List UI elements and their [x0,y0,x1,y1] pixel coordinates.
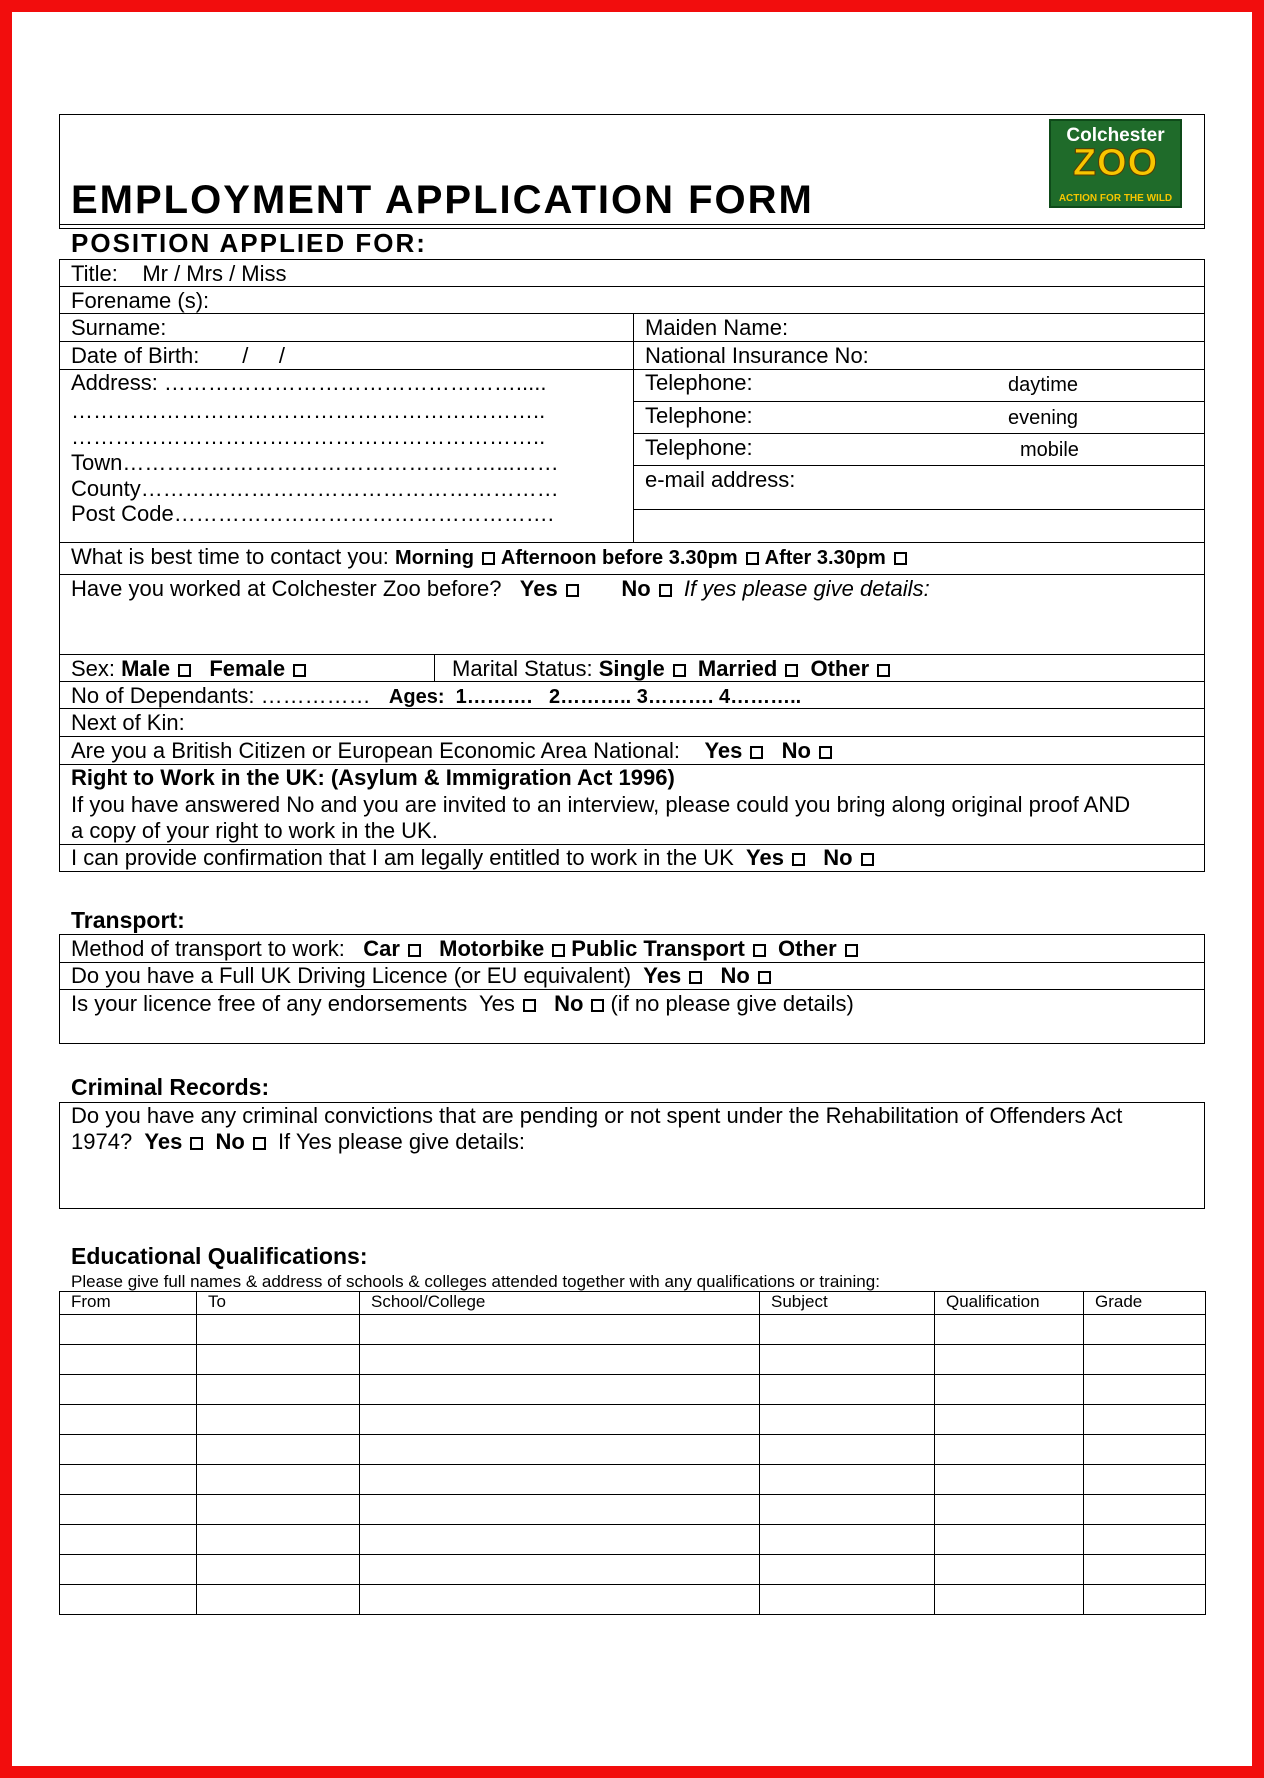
after-330-checkbox[interactable] [894,552,907,565]
position-applied-label: POSITION APPLIED FOR: [71,228,427,258]
criminal-no-checkbox[interactable] [253,1137,266,1150]
table-cell[interactable] [1084,1495,1206,1525]
criminal-records-heading: Criminal Records: [71,1074,270,1100]
table-cell[interactable] [60,1435,197,1465]
citizen-row: Are you a British Citizen or European Economic Area National: Yes No [71,738,838,764]
telephone-daytime-label: Telephone: [645,370,753,395]
table-cell[interactable] [197,1465,360,1495]
table-row [60,1345,1206,1375]
table-cell[interactable] [935,1555,1084,1585]
table-cell[interactable] [1084,1375,1206,1405]
table-row [60,1525,1206,1555]
right-to-work-heading: Right to Work in the UK: (Asylum & Immigration Act 1996) [71,765,675,790]
table-cell[interactable] [60,1375,197,1405]
table-cell[interactable] [760,1525,935,1555]
table-cell[interactable] [197,1585,360,1615]
education-header-row [60,1292,1206,1315]
table-cell[interactable] [1084,1435,1206,1465]
table-cell[interactable] [1084,1585,1206,1615]
table-cell[interactable] [60,1495,197,1525]
table-cell[interactable] [360,1495,760,1525]
transport-heading: Transport: [71,907,185,933]
title-label: Title: Mr / Mrs / Miss [71,261,287,286]
table-cell[interactable] [935,1495,1084,1525]
table-cell[interactable] [935,1405,1084,1435]
table-cell[interactable] [360,1555,760,1585]
male-checkbox[interactable] [178,664,191,677]
next-of-kin-field[interactable]: Next of Kin: [71,710,185,735]
table-cell[interactable] [1084,1525,1206,1555]
forename-field[interactable]: Forename (s): [71,288,210,313]
telephone-mobile-label: Telephone: [645,435,753,460]
married-checkbox[interactable] [785,664,798,677]
table-cell[interactable] [197,1495,360,1525]
table-cell[interactable] [360,1345,760,1375]
surname-field[interactable]: Surname: [71,315,167,340]
single-checkbox[interactable] [673,664,686,677]
citizen-yes-checkbox[interactable] [750,746,763,759]
criminal-yes-checkbox[interactable] [190,1137,203,1150]
table-row [60,1405,1206,1435]
table-row [60,1435,1206,1465]
table-cell[interactable] [197,1345,360,1375]
endorse-no-checkbox[interactable] [591,999,604,1012]
dob-field[interactable]: Date of Birth: / / [71,343,285,368]
right-to-work-text-2: a copy of your right to work in the UK. [71,818,438,843]
county-field[interactable]: County………………………………………………… [71,476,559,501]
table-cell[interactable] [60,1525,197,1555]
motorbike-checkbox[interactable] [552,944,565,957]
table-cell[interactable] [197,1435,360,1465]
table-cell[interactable] [935,1525,1084,1555]
worked-yes-checkbox[interactable] [566,584,579,597]
endorse-yes-checkbox[interactable] [523,999,536,1012]
contact-time-row: What is best time to contact you: Morning Afternoon before 3.30pm After 3.30pm [71,544,913,571]
right-to-work-confirm-row: I can provide confirmation that I am legally entitled to work in the UK Yes No [71,845,880,871]
table-row [60,1465,1206,1495]
table-cell[interactable] [1084,1555,1206,1585]
form-title: EMPLOYMENT APPLICATION FORM [71,178,814,222]
education-instructions: Please give full names & address of schools & colleges attended together with any qualifications or training: [71,1272,880,1291]
table-cell[interactable] [760,1465,935,1495]
table-cell[interactable] [360,1315,760,1345]
table-cell[interactable] [360,1525,760,1555]
colchester-zoo-logo: Colchester ZOO ACTION FOR THE WILD [1049,119,1182,208]
table-cell[interactable] [60,1465,197,1495]
address-line-1[interactable]: Address: …………………………………………..... [71,370,547,395]
licence-yes-checkbox[interactable] [689,971,702,984]
col-from: From [60,1292,197,1315]
criminal-row-2: 1974? Yes No If Yes please give details: [71,1129,525,1154]
table-cell[interactable] [935,1435,1084,1465]
telephone-evening-label: Telephone: [645,403,753,428]
worked-before-row: Have you worked at Colchester Zoo before? Yes No If yes please give details: [71,576,930,601]
table-cell[interactable] [935,1345,1084,1375]
address-line-3[interactable]: ……………………………………………………….. [71,424,546,449]
table-cell[interactable] [197,1315,360,1345]
table-cell[interactable] [760,1345,935,1375]
email-field[interactable]: e-mail address: [645,467,796,492]
table-cell[interactable] [60,1315,197,1345]
licence-no-checkbox[interactable] [758,971,771,984]
table-row [60,1555,1206,1585]
table-row [60,1495,1206,1525]
table-cell[interactable] [60,1405,197,1435]
public-transport-checkbox[interactable] [753,944,766,957]
table-cell[interactable] [760,1375,935,1405]
table-cell[interactable] [60,1345,197,1375]
table-row [60,1585,1206,1615]
daytime-label: daytime [1008,374,1079,396]
table-cell[interactable] [1084,1405,1206,1435]
table-cell[interactable] [760,1555,935,1585]
table-row [60,1315,1206,1345]
afternoon-checkbox[interactable] [746,552,759,565]
address-line-2[interactable]: ……………………………………………………….. [71,398,546,423]
table-cell[interactable] [360,1405,760,1435]
licence-row: Do you have a Full UK Driving Licence (or EU equivalent) Yes No [71,963,777,989]
education-table [59,1291,1206,1615]
worked-no-checkbox[interactable] [659,584,672,597]
other-marital-checkbox[interactable] [877,664,890,677]
table-cell[interactable] [360,1375,760,1405]
table-cell[interactable] [935,1585,1084,1615]
ni-number-field[interactable]: National Insurance No: [645,343,869,368]
transport-method-row: Method of transport to work: Car Motorbike Public Transport Other [71,936,864,962]
col-to: To [197,1292,360,1315]
morning-checkbox[interactable] [482,552,495,565]
table-cell[interactable] [1084,1315,1206,1345]
education-heading: Educational Qualifications: [71,1243,368,1269]
mobile-label: mobile [1020,439,1079,461]
col-subject: Subject [760,1292,935,1315]
maiden-name-field[interactable]: Maiden Name: [645,315,789,340]
table-cell[interactable] [1084,1345,1206,1375]
table-cell[interactable] [197,1405,360,1435]
female-checkbox[interactable] [293,664,306,677]
table-cell[interactable] [1084,1465,1206,1495]
criminal-text-1: Do you have any criminal convictions that are pending or not spent under the Rehabilitation of Offenders Act [71,1103,1123,1128]
title-options[interactable]: Mr / Mrs / Miss [142,261,287,286]
table-cell[interactable] [197,1555,360,1585]
table-cell[interactable] [360,1585,760,1615]
table-cell[interactable] [360,1465,760,1495]
table-cell[interactable] [935,1465,1084,1495]
col-qualification: Qualification [935,1292,1084,1315]
table-cell[interactable] [60,1585,197,1615]
citizen-no-checkbox[interactable] [819,746,832,759]
sex-row: Sex: Male Female [71,656,312,682]
rtw-no-checkbox[interactable] [861,853,874,866]
table-cell[interactable] [760,1495,935,1525]
car-checkbox[interactable] [408,944,421,957]
table-cell[interactable] [360,1435,760,1465]
marital-status-row: Marital Status: Single Married Other [452,656,896,682]
dependants-row[interactable]: No of Dependants: …………… Ages: 1………. 2……….. 3………. 4……….. [71,683,802,708]
postcode-field[interactable]: Post Code……………………………………………. [71,501,554,526]
table-cell[interactable] [760,1315,935,1345]
town-field[interactable]: Town……………………………………………...…… [71,450,559,475]
table-cell[interactable] [60,1555,197,1585]
col-school: School/College [360,1292,760,1315]
table-cell[interactable] [760,1435,935,1465]
table-cell[interactable] [935,1375,1084,1405]
endorsements-row: Is your licence free of any endorsements Yes No (if no please give details) [71,991,854,1016]
rtw-yes-checkbox[interactable] [792,853,805,866]
other-transport-checkbox[interactable] [845,944,858,957]
table-cell[interactable] [197,1375,360,1405]
table-cell[interactable] [760,1585,935,1615]
table-row [60,1375,1206,1405]
table-cell[interactable] [935,1315,1084,1345]
table-cell[interactable] [197,1525,360,1555]
table-cell[interactable] [760,1405,935,1435]
evening-label: evening [1008,407,1079,429]
right-to-work-text-1: If you have answered No and you are invited to an interview, please could you bring along original proof AND [71,792,1131,817]
col-grade: Grade [1084,1292,1206,1315]
